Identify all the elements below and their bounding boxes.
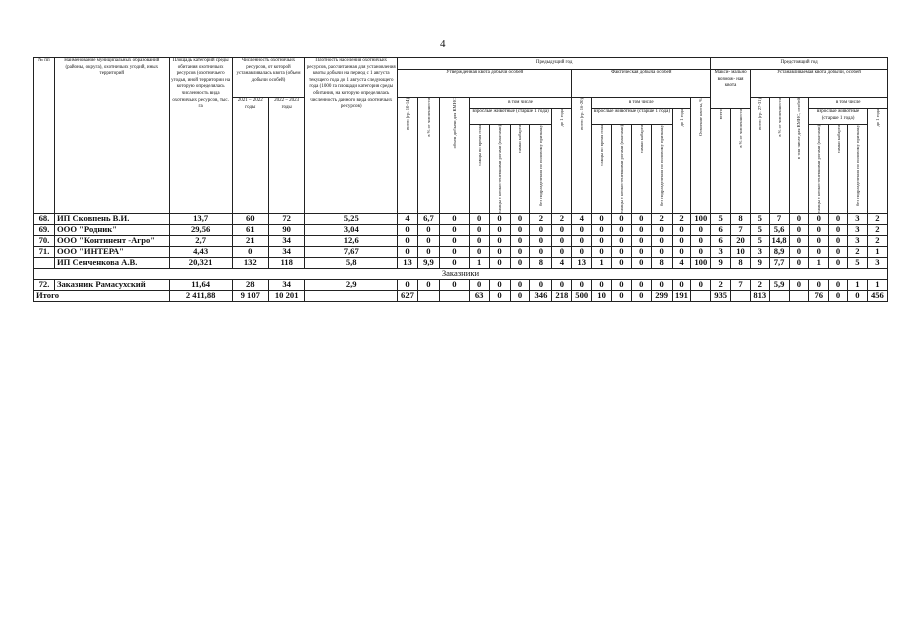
table-row <box>34 213 888 224</box>
row-value: 6,7 <box>417 213 439 224</box>
v-under1-3: до 1 года <box>874 109 880 127</box>
row-area: 2,7 <box>169 235 232 246</box>
row-value: 0 <box>417 224 439 235</box>
row-value: 0 <box>398 224 418 235</box>
row-value: 0 <box>530 224 552 235</box>
v-no-sex-2: без подразделения по половому признаку <box>659 125 665 207</box>
prev-year-header: Предыдущий год <box>398 58 711 70</box>
row-value: 0 <box>552 279 572 290</box>
row-value <box>789 290 809 301</box>
row-value: 0 <box>631 290 651 301</box>
row-value: 0 <box>672 279 691 290</box>
row-value: 0 <box>489 224 510 235</box>
row-value: 0 <box>672 235 691 246</box>
row-value: 0 <box>530 235 552 246</box>
page-number: 4 <box>440 38 446 50</box>
row-number: 70. <box>34 235 55 246</box>
row-value: 3 <box>847 224 867 235</box>
row-value: 0 <box>398 279 418 290</box>
row-count-y1: 0 <box>232 246 268 257</box>
row-value: 2 <box>847 246 867 257</box>
row-number: 69. <box>34 224 55 235</box>
row-density: 5,8 <box>305 257 398 268</box>
row-count-y2: 72 <box>268 213 304 224</box>
row-value: 0 <box>691 235 711 246</box>
v-kmns-2: в том числе для КМНС, особей <box>796 98 802 160</box>
row-value: 2 <box>867 224 887 235</box>
row-value: 1 <box>867 246 887 257</box>
row-value: 0 <box>651 246 672 257</box>
row-value: 4 <box>672 257 691 268</box>
row-value: 1 <box>867 279 887 290</box>
row-count-y2: 10 201 <box>268 290 304 301</box>
row-value: 0 <box>651 279 672 290</box>
row-density: 5,25 <box>305 213 398 224</box>
row-value: 4 <box>398 213 418 224</box>
row-value: 5 <box>750 235 769 246</box>
row-value: 0 <box>809 235 829 246</box>
table-row <box>34 290 888 301</box>
v-females-2: самки кабарги <box>638 125 644 154</box>
row-value: 0 <box>789 257 809 268</box>
row-value: 1 <box>469 257 489 268</box>
row-density: 12,6 <box>305 235 398 246</box>
set-quota-header: Устанавливаемая квота добычи, особей <box>750 70 887 98</box>
col-density-header: Плотность населения охотничьих ресурсов, рассчитанная для установления квоты добычи на период с 1 августа текущего года до 1 августа следующего года (1000 га площади категория среды обитания, на которую определялась численность данного вида охотничьих ресурсов) <box>305 58 398 214</box>
row-value: 0 <box>417 246 439 257</box>
v-no-sex-3: без подразделения по половому признаку <box>854 125 860 207</box>
row-value: 0 <box>439 279 469 290</box>
v-total-next: всего <box>718 109 724 120</box>
row-value: 2 <box>651 213 672 224</box>
row-value: 456 <box>867 290 887 301</box>
row-value: 6 <box>711 224 731 235</box>
row-value: 0 <box>439 246 469 257</box>
row-value: 0 <box>510 279 530 290</box>
row-count-y2: 90 <box>268 224 304 235</box>
row-value: 0 <box>611 257 631 268</box>
row-value: 9 <box>750 257 769 268</box>
table-row <box>34 279 888 290</box>
row-value: 8 <box>530 257 552 268</box>
row-value: 0 <box>592 246 612 257</box>
row-value <box>731 290 751 301</box>
row-value: 0 <box>510 246 530 257</box>
row-value: 7,7 <box>769 257 789 268</box>
row-value: 0 <box>489 279 510 290</box>
row-value: 5,6 <box>769 224 789 235</box>
row-name: ООО "Континент -Агро" <box>54 235 169 246</box>
row-value: 0 <box>552 246 572 257</box>
row-value: 0 <box>398 235 418 246</box>
row-value: 0 <box>469 279 489 290</box>
row-value: 218 <box>552 290 572 301</box>
row-value: 2 <box>750 279 769 290</box>
row-value: 3 <box>847 235 867 246</box>
row-value: 13 <box>398 257 418 268</box>
row-value: 0 <box>789 246 809 257</box>
row-value: 63 <box>469 290 489 301</box>
row-value: 2 <box>867 235 887 246</box>
max-quota-header: Макси- мально возмож- ная квота <box>711 70 751 109</box>
incl-header-2: в том числе <box>592 98 691 109</box>
row-value: 0 <box>789 213 809 224</box>
row-value: 0 <box>789 235 809 246</box>
row-count-y1: 28 <box>232 279 268 290</box>
count-year1-header: 2021 – 2022 годы <box>232 98 268 214</box>
row-value: 0 <box>611 290 631 301</box>
row-value: 0 <box>552 224 572 235</box>
table-row <box>34 224 888 235</box>
row-value: 5,9 <box>769 279 789 290</box>
quota-table <box>33 57 888 302</box>
row-value: 5 <box>711 213 731 224</box>
row-value: 0 <box>510 235 530 246</box>
row-value: 8 <box>651 257 672 268</box>
row-value: 0 <box>510 224 530 235</box>
row-value: 4 <box>572 213 592 224</box>
row-value: 191 <box>672 290 691 301</box>
row-value: 0 <box>631 213 651 224</box>
row-value: 3 <box>847 213 867 224</box>
row-number <box>34 257 55 268</box>
v-pct-2: в % от численности <box>737 109 743 148</box>
row-value: 0 <box>572 224 592 235</box>
row-name: ООО "ИНТЕРА" <box>54 246 169 257</box>
row-value: 0 <box>510 290 530 301</box>
row-value: 0 <box>439 213 469 224</box>
row-value: 346 <box>530 290 552 301</box>
row-value: 2 <box>711 279 731 290</box>
row-value: 0 <box>611 279 631 290</box>
row-value: 0 <box>469 246 489 257</box>
row-count-y1: 9 107 <box>232 290 268 301</box>
row-value: 0 <box>631 235 651 246</box>
table-row <box>34 235 888 246</box>
row-value: 0 <box>530 279 552 290</box>
row-value: 8,9 <box>769 246 789 257</box>
row-value: 0 <box>829 290 848 301</box>
row-value: 0 <box>611 246 631 257</box>
row-value: 13 <box>572 257 592 268</box>
row-number: 71. <box>34 246 55 257</box>
row-value: 0 <box>417 279 439 290</box>
row-count-y1: 60 <box>232 213 268 224</box>
v-pct: в % от численности <box>425 98 431 137</box>
row-value: 0 <box>510 257 530 268</box>
approved-quota-header: Утвержденная квота добычи особей <box>398 70 572 98</box>
row-name: ИП Сенченкова А.В. <box>54 257 169 268</box>
row-value: 3 <box>711 246 731 257</box>
row-value: 1 <box>847 279 867 290</box>
row-area: 20,321 <box>169 257 232 268</box>
row-value: 0 <box>691 279 711 290</box>
row-value <box>769 290 789 301</box>
row-value: 0 <box>592 213 612 224</box>
row-name: ИП Сковпень В.И. <box>54 213 169 224</box>
row-value: 0 <box>439 257 469 268</box>
row-value: 627 <box>398 290 418 301</box>
v-males-antlers-2: самцы с неокостеневшими рогами (пантами) <box>618 125 624 213</box>
row-label: Итого <box>34 290 170 301</box>
row-value: 100 <box>691 257 711 268</box>
row-value: 0 <box>552 235 572 246</box>
row-value: 9 <box>711 257 731 268</box>
row-density: 2,9 <box>305 279 398 290</box>
row-name: ООО "Родник" <box>54 224 169 235</box>
row-value: 8 <box>731 257 751 268</box>
row-value: 0 <box>592 224 612 235</box>
section-row <box>34 268 888 279</box>
row-value: 7 <box>731 224 751 235</box>
row-area: 2 411,88 <box>169 290 232 301</box>
actual-harvest-header: Фактическая добыча особей <box>572 70 711 98</box>
v-pct-3: в % от численности <box>776 98 782 137</box>
row-value: 0 <box>530 246 552 257</box>
table-body <box>34 213 888 301</box>
row-value: 0 <box>631 257 651 268</box>
row-value: 0 <box>829 257 848 268</box>
row-value: 0 <box>809 213 829 224</box>
row-value: 0 <box>439 224 469 235</box>
row-value: 1 <box>809 257 829 268</box>
row-value: 0 <box>672 246 691 257</box>
row-value: 0 <box>611 224 631 235</box>
row-value: 3 <box>750 246 769 257</box>
row-value: 0 <box>829 235 848 246</box>
row-value: 0 <box>417 235 439 246</box>
v-kmns: объем добычи для КМНС <box>451 98 457 149</box>
row-value: 0 <box>789 224 809 235</box>
row-value: 0 <box>809 279 829 290</box>
row-value: 5 <box>750 213 769 224</box>
row-value: 0 <box>672 224 691 235</box>
row-area: 11,64 <box>169 279 232 290</box>
table-row <box>34 246 888 257</box>
section-title: Заказники <box>34 268 888 279</box>
v-under1-2: до 1 года <box>679 109 684 127</box>
quota-table-sheet <box>33 57 888 302</box>
row-value: 76 <box>809 290 829 301</box>
row-value: 0 <box>489 257 510 268</box>
incl-header-3: в том числе <box>809 98 888 109</box>
row-count-y2: 34 <box>268 279 304 290</box>
col-area-header: Площадь категорий среды обитания охотничьих ресурсов (охотничьего угодья, иной территории на которую определялась численность вида охотничьих ресурсов, тыс. га <box>169 58 232 214</box>
row-value: 10 <box>592 290 612 301</box>
row-value: 3 <box>867 257 887 268</box>
row-count-y2: 118 <box>268 257 304 268</box>
row-value: 7 <box>769 213 789 224</box>
row-value: 0 <box>611 235 631 246</box>
row-value: 0 <box>651 235 672 246</box>
row-count-y2: 34 <box>268 235 304 246</box>
row-value: 0 <box>847 290 867 301</box>
row-value <box>417 290 439 301</box>
row-name: Заказник Рамасухский <box>54 279 169 290</box>
row-number: 72. <box>34 279 55 290</box>
row-value: 2 <box>672 213 691 224</box>
row-count-y1: 61 <box>232 224 268 235</box>
v-males-antlers-3: самцы с неокостеневшими рогами (пантами) <box>816 125 822 213</box>
row-value: 0 <box>572 279 592 290</box>
row-value: 0 <box>611 213 631 224</box>
v-males-antlers: самцы с неокостеневшими рогами (пантами) <box>497 125 503 213</box>
row-value: 2 <box>867 213 887 224</box>
v-females-3: самки кабарги <box>835 125 841 154</box>
row-count-y2: 34 <box>268 246 304 257</box>
row-value: 0 <box>439 235 469 246</box>
row-value: 0 <box>631 279 651 290</box>
row-value: 0 <box>510 213 530 224</box>
row-value: 0 <box>489 290 510 301</box>
row-value: 2 <box>552 213 572 224</box>
v-total-16-20: всего (гр. 16-20) <box>579 98 585 130</box>
row-value: 14,8 <box>769 235 789 246</box>
row-value: 0 <box>631 246 651 257</box>
row-value: 935 <box>711 290 731 301</box>
v-ratio: Освоение квоты, % <box>698 98 704 136</box>
row-value: 0 <box>809 246 829 257</box>
count-year2-header: 2022 – 2023 годы <box>268 98 304 214</box>
row-value: 6 <box>711 235 731 246</box>
row-value: 0 <box>691 246 711 257</box>
row-value: 0 <box>631 224 651 235</box>
row-value: 10 <box>731 246 751 257</box>
row-value: 0 <box>592 279 612 290</box>
row-value: 0 <box>789 279 809 290</box>
adults-header-1: взрослые животные (старше 1 года) <box>469 109 552 125</box>
row-value: 1 <box>592 257 612 268</box>
row-value: 8 <box>731 213 751 224</box>
table-row <box>34 257 888 268</box>
incl-header-1: в том числе <box>469 98 572 109</box>
row-value: 813 <box>750 290 769 301</box>
v-males-rut-2: самцы во время гона <box>599 125 605 166</box>
v-total-10-14: всего (гр. 10-14) <box>404 98 410 130</box>
row-value: 0 <box>469 213 489 224</box>
row-value: 0 <box>829 224 848 235</box>
row-area: 4,43 <box>169 246 232 257</box>
row-value: 299 <box>651 290 672 301</box>
row-value: 0 <box>489 246 510 257</box>
v-total-27-31: всего (гр. 27-31) <box>757 98 763 130</box>
row-value: 0 <box>829 279 848 290</box>
row-area: 29,56 <box>169 224 232 235</box>
row-value: 0 <box>829 213 848 224</box>
row-value <box>439 290 469 301</box>
v-males-rut: самцы во время гона <box>476 125 482 166</box>
col-count-header: Численность охотничьих ресурсов, от которой устанавливалась квота (объем добычи особей) <box>232 58 305 98</box>
adults-header-2: взрослые животные (старше 1 года) <box>592 109 672 125</box>
row-value: 0 <box>469 235 489 246</box>
row-value: 500 <box>572 290 592 301</box>
row-value <box>691 290 711 301</box>
row-value: 4 <box>552 257 572 268</box>
row-value: 0 <box>469 224 489 235</box>
row-value: 0 <box>592 235 612 246</box>
row-count-y1: 21 <box>232 235 268 246</box>
row-count-y1: 132 <box>232 257 268 268</box>
row-value: 7 <box>731 279 751 290</box>
col-name-header: Наименование муниципальных образований (районы, округа), охотничьих угодий, иных территорий <box>54 58 169 214</box>
row-area: 13,7 <box>169 213 232 224</box>
row-value: 0 <box>829 246 848 257</box>
row-value: 0 <box>691 224 711 235</box>
v-females: самки кабарги <box>517 125 523 154</box>
v-under1: до 1 года <box>559 109 565 127</box>
row-value: 0 <box>572 246 592 257</box>
adults-header-3: взрослые животные (старше 1 года) <box>809 109 867 125</box>
row-value: 0 <box>489 235 510 246</box>
next-year-header: Предстоящий год <box>711 58 888 70</box>
row-value: 0 <box>809 224 829 235</box>
row-value: 0 <box>572 235 592 246</box>
row-value: 9,9 <box>417 257 439 268</box>
row-value: 0 <box>398 246 418 257</box>
row-value: 100 <box>691 213 711 224</box>
row-value: 0 <box>651 224 672 235</box>
row-density: 3,04 <box>305 224 398 235</box>
v-no-sex: без подразделения по половому признаку <box>538 125 544 207</box>
row-value: 5 <box>750 224 769 235</box>
row-value: 0 <box>489 213 510 224</box>
row-density: 7,67 <box>305 246 398 257</box>
col-num-header: № пп <box>34 58 55 214</box>
row-value: 2 <box>530 213 552 224</box>
row-value: 5 <box>847 257 867 268</box>
row-density <box>305 290 398 301</box>
row-value: 20 <box>731 235 751 246</box>
row-number: 68. <box>34 213 55 224</box>
